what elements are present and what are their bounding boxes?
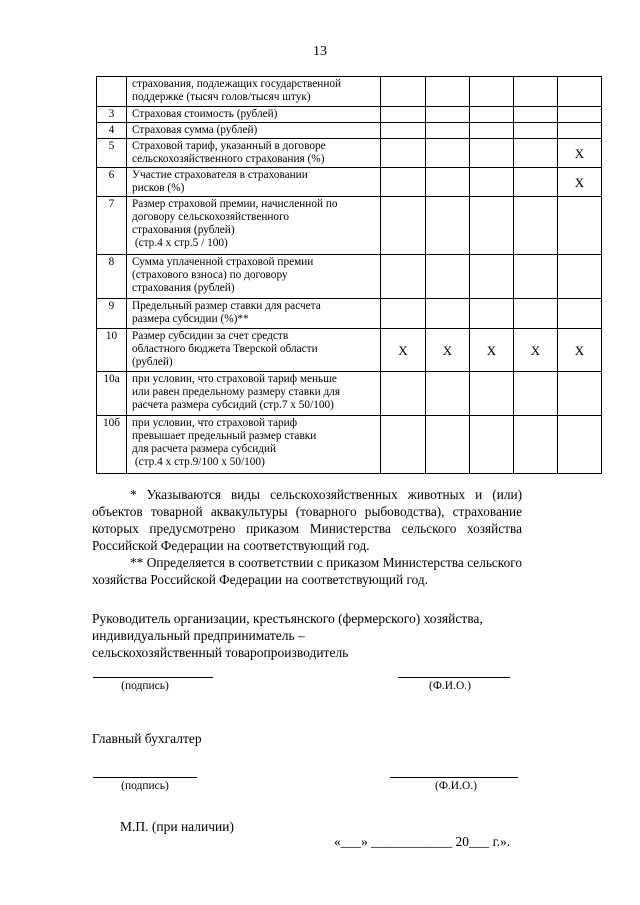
- indicator-line: Сумма уплаченной страховой премии: [132, 256, 314, 268]
- row-number: 10а: [97, 372, 127, 416]
- accountant-signature-line: [93, 777, 197, 778]
- footnote-rate-limit: ** Определяется в соответствии с приказом Министерства сельского хозяйства Российской Федерации на соответствующий год.: [92, 555, 522, 587]
- table-row: [97, 123, 602, 139]
- value-cell: X: [558, 139, 602, 168]
- value-cell: X: [558, 168, 602, 197]
- row-indicator: [127, 416, 381, 474]
- table-row: [97, 416, 602, 474]
- accountant-title: Главный бухгалтер: [92, 731, 202, 746]
- table-row: [97, 77, 602, 107]
- row-indicator: [127, 168, 381, 197]
- value-cell: [470, 416, 514, 474]
- value-cell: [514, 255, 558, 299]
- indicator-line: Размер страховой премии, начисленной по: [132, 198, 338, 210]
- value-cell: [470, 139, 514, 168]
- row-number: 3: [97, 107, 127, 123]
- row-indicator: [127, 329, 381, 372]
- value-cell: [381, 139, 426, 168]
- indicator-line: страхования (рублей): [132, 224, 235, 236]
- row-indicator: [127, 255, 381, 299]
- table-row: [97, 107, 602, 123]
- value-cell: [426, 299, 470, 329]
- value-cell: [514, 299, 558, 329]
- value-cell: [470, 123, 514, 139]
- value-cell: [426, 123, 470, 139]
- subsidy-calculation-table: [96, 76, 602, 474]
- date-line: «___» ____________ 20___ г.».: [334, 834, 511, 849]
- value-cell: [470, 77, 514, 107]
- table-row: [97, 139, 602, 168]
- value-cell: [514, 139, 558, 168]
- table-row: [97, 299, 602, 329]
- indicator-line: при условии, что страховой тариф: [132, 417, 298, 429]
- value-cell: [426, 416, 470, 474]
- indicator-line: страхования, подлежащих государственной: [132, 78, 342, 90]
- value-cell: [381, 77, 426, 107]
- value-cell: [514, 416, 558, 474]
- value-cell: [558, 416, 602, 474]
- row-number: 7: [97, 197, 127, 255]
- table-row: [97, 168, 602, 197]
- value-cell: [558, 372, 602, 416]
- table-row: [97, 197, 602, 255]
- value-cell: [470, 299, 514, 329]
- indicator-line: превышает предельный размер ставки: [132, 430, 317, 442]
- value-cell: [514, 168, 558, 197]
- row-indicator: [127, 123, 381, 139]
- indicator-line: для расчета размера субсидий: [132, 443, 277, 455]
- value-cell: [381, 299, 426, 329]
- value-cell: [381, 168, 426, 197]
- indicator-line: Страховой тариф, указанный в договоре: [132, 140, 326, 152]
- indicator-line: Размер субсидии за счет средств: [132, 330, 289, 342]
- row-number: [97, 77, 127, 107]
- value-cell: [426, 139, 470, 168]
- row-indicator: [127, 197, 381, 255]
- value-cell: [514, 372, 558, 416]
- indicator-line: Участие страхователя в страховании: [132, 169, 308, 181]
- value-cell: [426, 197, 470, 255]
- indicator-line: рисков (%): [132, 182, 185, 194]
- value-cell: [381, 416, 426, 474]
- value-cell: [381, 255, 426, 299]
- row-number: 6: [97, 168, 127, 197]
- indicator-line: (стр.4 х стр.9/100 х 50/100): [132, 456, 265, 468]
- head-name-line: [398, 677, 510, 678]
- head-signature-caption: (подпись): [121, 680, 169, 692]
- value-cell: [426, 372, 470, 416]
- value-cell: [381, 107, 426, 123]
- indicator-line: сельскохозяйственного страхования (%): [132, 153, 325, 165]
- indicator-line: при условии, что страховой тариф меньше: [132, 373, 337, 385]
- row-indicator: [127, 139, 381, 168]
- row-indicator: [127, 77, 381, 107]
- row-number: 5: [97, 139, 127, 168]
- table-row: [97, 255, 602, 299]
- indicator-line: (страхового взноса) по договору: [132, 269, 288, 281]
- value-cell: [558, 197, 602, 255]
- indicator-line: размера субсидии (%)**: [132, 313, 249, 325]
- value-cell: [558, 123, 602, 139]
- value-cell: [381, 123, 426, 139]
- value-cell: [470, 372, 514, 416]
- table-row: [97, 329, 602, 372]
- accountant-name-caption: (Ф.И.О.): [435, 780, 477, 792]
- indicator-line: Предельный размер ставки для расчета: [132, 300, 321, 312]
- accountant-name-line: [390, 777, 518, 778]
- row-number: 4: [97, 123, 127, 139]
- page-number: 13: [313, 44, 327, 59]
- row-number: 9: [97, 299, 127, 329]
- value-cell: X: [514, 329, 558, 372]
- indicator-line: Страховая стоимость (рублей): [132, 108, 278, 120]
- footnote-species: * Указываются виды сельскохозяйственных животных и (или) объектов товарной аквакультуры (товарного рыбоводства), страхование которых предусмотрено приказом Министерства сельского хозяйства Российской Федерации на соответствующий год.: [92, 487, 522, 553]
- row-indicator: [127, 107, 381, 123]
- seal-placeholder: М.П. (при наличии): [120, 819, 234, 834]
- value-cell: [558, 255, 602, 299]
- indicator-line: Страховая сумма (рублей): [132, 124, 258, 136]
- indicator-line: или равен предельному размеру ставки для: [132, 386, 341, 398]
- value-cell: [470, 197, 514, 255]
- value-cell: X: [558, 329, 602, 372]
- row-indicator: [127, 372, 381, 416]
- value-cell: [514, 77, 558, 107]
- accountant-signature-caption: (подпись): [121, 780, 169, 792]
- indicator-line: (рублей): [132, 356, 173, 368]
- value-cell: [514, 107, 558, 123]
- value-cell: [381, 372, 426, 416]
- value-cell: [426, 255, 470, 299]
- footnotes: [92, 486, 522, 588]
- indicator-line: поддержке (тысяч голов/тысяч штук): [132, 91, 311, 103]
- value-cell: [558, 77, 602, 107]
- indicator-line: областного бюджета Тверской области: [132, 343, 318, 355]
- value-cell: [514, 197, 558, 255]
- head-signature-line: [93, 677, 213, 678]
- value-cell: X: [470, 329, 514, 372]
- head-signatory-title: Руководитель организации, крестьянского (фермерского) хозяйства, индивидуальный предприниматель – сельскохозяйственный товаропроизводитель: [92, 611, 483, 660]
- value-cell: [558, 107, 602, 123]
- head-name-caption: (Ф.И.О.): [429, 680, 471, 692]
- row-number: 10б: [97, 416, 127, 474]
- value-cell: [558, 299, 602, 329]
- indicator-line: (стр.4 х стр.5 / 100): [132, 237, 228, 249]
- value-cell: [470, 107, 514, 123]
- value-cell: [426, 168, 470, 197]
- value-cell: [514, 123, 558, 139]
- row-number: 10: [97, 329, 127, 372]
- value-cell: [470, 168, 514, 197]
- value-cell: X: [426, 329, 470, 372]
- indicator-line: страхования (рублей): [132, 282, 235, 294]
- value-cell: [470, 255, 514, 299]
- indicator-line: договору сельскохозяйственного: [132, 211, 290, 223]
- row-number: 8: [97, 255, 127, 299]
- value-cell: [426, 107, 470, 123]
- table-row: [97, 372, 602, 416]
- value-cell: [381, 197, 426, 255]
- value-cell: [426, 77, 470, 107]
- value-cell: X: [381, 329, 426, 372]
- row-indicator: [127, 299, 381, 329]
- indicator-line: расчета размера субсидий (стр.7 х 50/100): [132, 399, 334, 411]
